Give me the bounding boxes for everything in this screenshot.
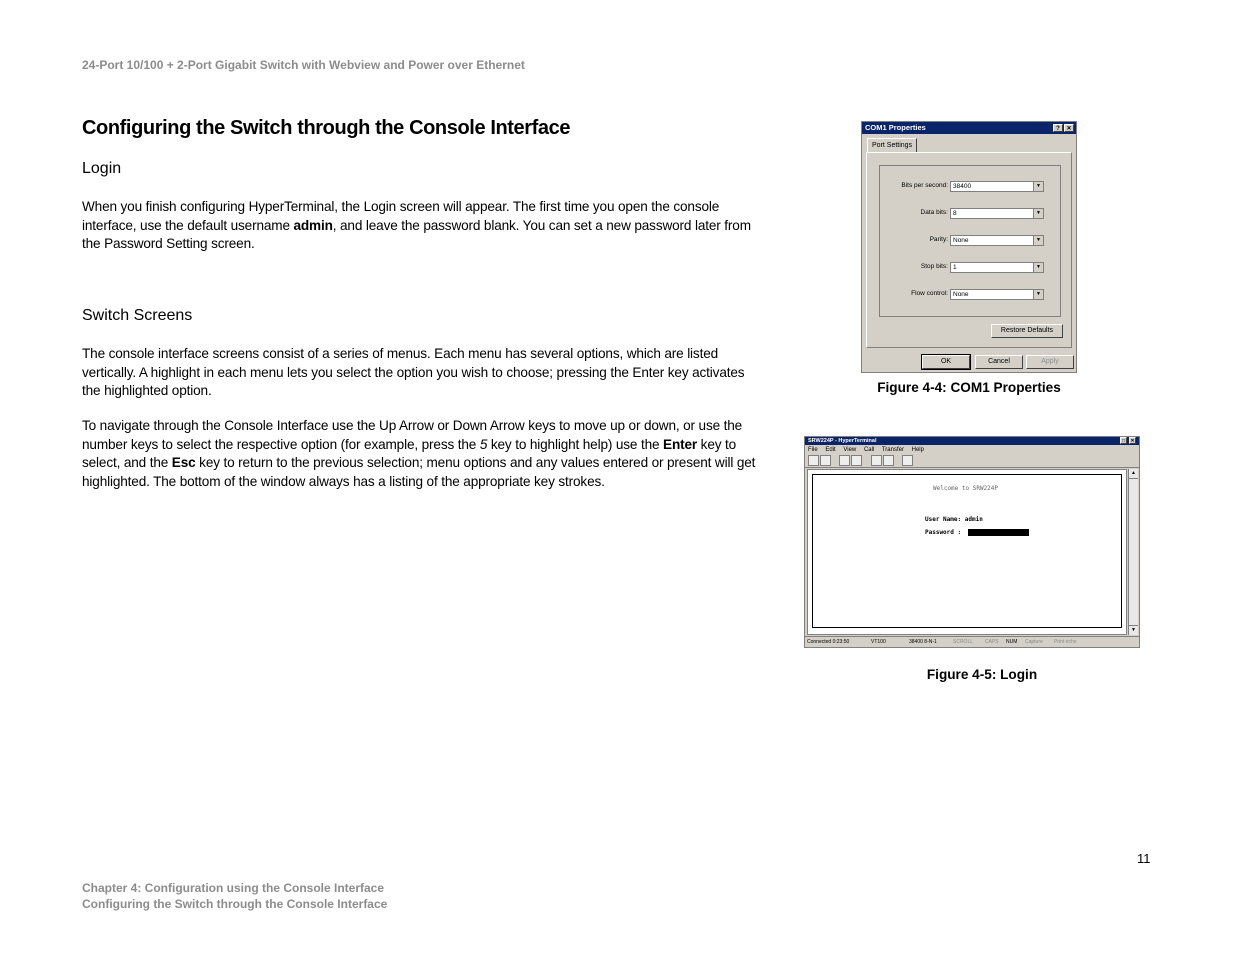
properties-icon[interactable] — [902, 455, 913, 466]
hyper-title: SRW224P - HyperTerminal — [808, 438, 877, 444]
receive-icon[interactable] — [883, 455, 894, 466]
nav-text-1: To navigate through the Console Interface use the Up Arrow or Down Arrow keys to move up or down, or use the number keys to select the respective option (for example, press the — [82, 418, 743, 452]
com1-title: COM1 Properties — [865, 123, 926, 132]
footer-chapter: Chapter 4: Configuration using the Console Interface — [82, 881, 385, 895]
figure-caption-com1: Figure 4-4: COM1 Properties — [877, 380, 1061, 395]
scroll-down-icon[interactable]: ▼ — [1129, 625, 1138, 635]
field-row-data-bits — [880, 208, 1060, 220]
figure-caption-login: Figure 4-5: Login — [926, 667, 1038, 682]
bits-per-second-select[interactable]: 38400 ▼ — [950, 181, 1044, 192]
status-capture: Capture — [1025, 639, 1043, 645]
field-row-stop-bits — [880, 262, 1060, 274]
password-highlight[interactable] — [968, 529, 1029, 536]
com1-properties-dialog — [861, 121, 1077, 373]
key-5: 5 — [479, 436, 488, 452]
scroll-up-icon[interactable]: ▲ — [1129, 469, 1138, 479]
username-label: User Name: — [925, 516, 962, 523]
status-print-echo: Print echo — [1054, 639, 1077, 645]
section-title: Configuring the Switch through the Console Interface — [82, 117, 571, 139]
password-row — [925, 529, 961, 536]
stop-bits-select[interactable]: 1 ▼ — [950, 262, 1044, 273]
switch-screens-paragraph-1: The console interface screens consist of a series of menus. Each menu has several options, which are listed vertically. A highlight in each menu lets you select the option you wish to choose; pressing the Enter key activates the highlighted option. — [82, 346, 745, 399]
nav-text-3: key to select, and the — [82, 436, 737, 471]
status-num: NUM — [1006, 639, 1018, 645]
restore-defaults-button[interactable]: Restore Defaults — [991, 324, 1063, 338]
menu-view[interactable]: View — [843, 447, 857, 453]
tab-port-settings[interactable]: Port Settings — [867, 138, 917, 153]
settings-group — [879, 165, 1061, 317]
bits-per-second-label: Bits per second: — [901, 182, 948, 189]
data-bits-label: Data bits: — [920, 209, 948, 216]
menu-call[interactable]: Call — [863, 447, 875, 453]
footer-section: Configuring the Switch through the Console Interface — [82, 897, 388, 911]
username-value: admin — [964, 516, 983, 523]
page-number: 11 — [1137, 851, 1151, 866]
apply-button[interactable]: Apply — [1026, 355, 1074, 369]
login-paragraph — [82, 198, 762, 254]
status-scroll: SCROLL — [953, 639, 974, 645]
field-row-flow-control — [880, 289, 1060, 301]
data-bits-select[interactable]: 8 ▼ — [950, 208, 1044, 219]
switch-screens-heading: Switch Screens — [82, 307, 193, 324]
stop-bits-label: Stop bits: — [920, 263, 948, 270]
menu-edit[interactable]: Edit — [825, 447, 836, 453]
hyperterminal-window — [804, 436, 1140, 648]
ok-button[interactable]: OK — [922, 355, 970, 369]
menu-transfer[interactable]: Transfer — [881, 447, 904, 453]
close-icon[interactable]: ✕ — [1064, 124, 1074, 132]
username-row — [925, 516, 983, 523]
cancel-button[interactable]: Cancel — [975, 355, 1023, 369]
login-text-2: , and leave the password blank. You can set a new password later from the Password Setting screen. — [82, 217, 751, 252]
flow-control-label: Flow control: — [911, 290, 948, 297]
open-icon[interactable] — [820, 455, 831, 466]
status-caps: CAPS — [985, 639, 999, 645]
vertical-scrollbar[interactable] — [1128, 469, 1138, 635]
chevron-down-icon: ▼ — [1033, 182, 1043, 191]
toolbar — [805, 455, 1139, 468]
status-emulation: VT100 — [871, 639, 886, 645]
status-bar — [805, 636, 1139, 647]
running-header: 24-Port 10/100 + 2-Port Gigabit Switch with Webview and Power over Ethernet — [82, 58, 525, 72]
parity-select[interactable]: None ▼ — [950, 235, 1044, 246]
close-icon[interactable]: ✕ — [1130, 438, 1135, 444]
maximize-icon[interactable]: □ — [1121, 438, 1126, 444]
help-icon[interactable]: ? — [1053, 124, 1063, 132]
menu-bar — [805, 445, 1139, 455]
welcome-text: Welcome to SRW224P — [933, 485, 999, 492]
nav-text-2: key to highlight help) use the — [487, 436, 664, 452]
menu-help[interactable]: Help — [911, 447, 924, 453]
send-icon[interactable] — [871, 455, 882, 466]
admin-username: admin — [293, 217, 333, 233]
esc-key: Esc — [171, 455, 196, 471]
flow-control-select[interactable]: None ▼ — [950, 289, 1044, 300]
connect-icon[interactable] — [839, 455, 850, 466]
password-label: Password : — [925, 529, 962, 536]
chevron-down-icon: ▼ — [1033, 263, 1043, 272]
port-settings-panel — [866, 152, 1072, 348]
com1-titlebar — [862, 122, 1076, 134]
nav-text-4: key to return to the previous selection; menu options and any values entered or present will get highlighted. The bottom of the window always has a listing of the appropriate key strokes. — [82, 455, 756, 489]
chevron-down-icon: ▼ — [1033, 209, 1043, 218]
hyper-titlebar — [805, 437, 1139, 445]
chevron-down-icon: ▼ — [1033, 236, 1043, 245]
terminal-area[interactable] — [807, 469, 1127, 635]
menu-file[interactable]: File — [808, 447, 818, 453]
field-row-bits-per-second — [880, 181, 1060, 193]
switch-screens-paragraph-2 — [82, 417, 762, 491]
terminal-screen — [812, 474, 1122, 628]
enter-key: Enter — [663, 436, 698, 452]
chevron-down-icon: ▼ — [1033, 290, 1043, 299]
login-heading: Login — [82, 160, 122, 177]
disconnect-icon[interactable] — [851, 455, 862, 466]
login-text-1: When you finish configuring HyperTerminal, the Login screen will appear. The first time you open the console interface, use the default username — [82, 199, 720, 233]
status-port-settings: 38400 8-N-1 — [909, 639, 937, 645]
field-row-parity — [880, 235, 1060, 247]
new-icon[interactable] — [808, 455, 819, 466]
status-connected: Connected 0:23:50 — [807, 639, 850, 645]
parity-label: Parity: — [929, 236, 948, 243]
